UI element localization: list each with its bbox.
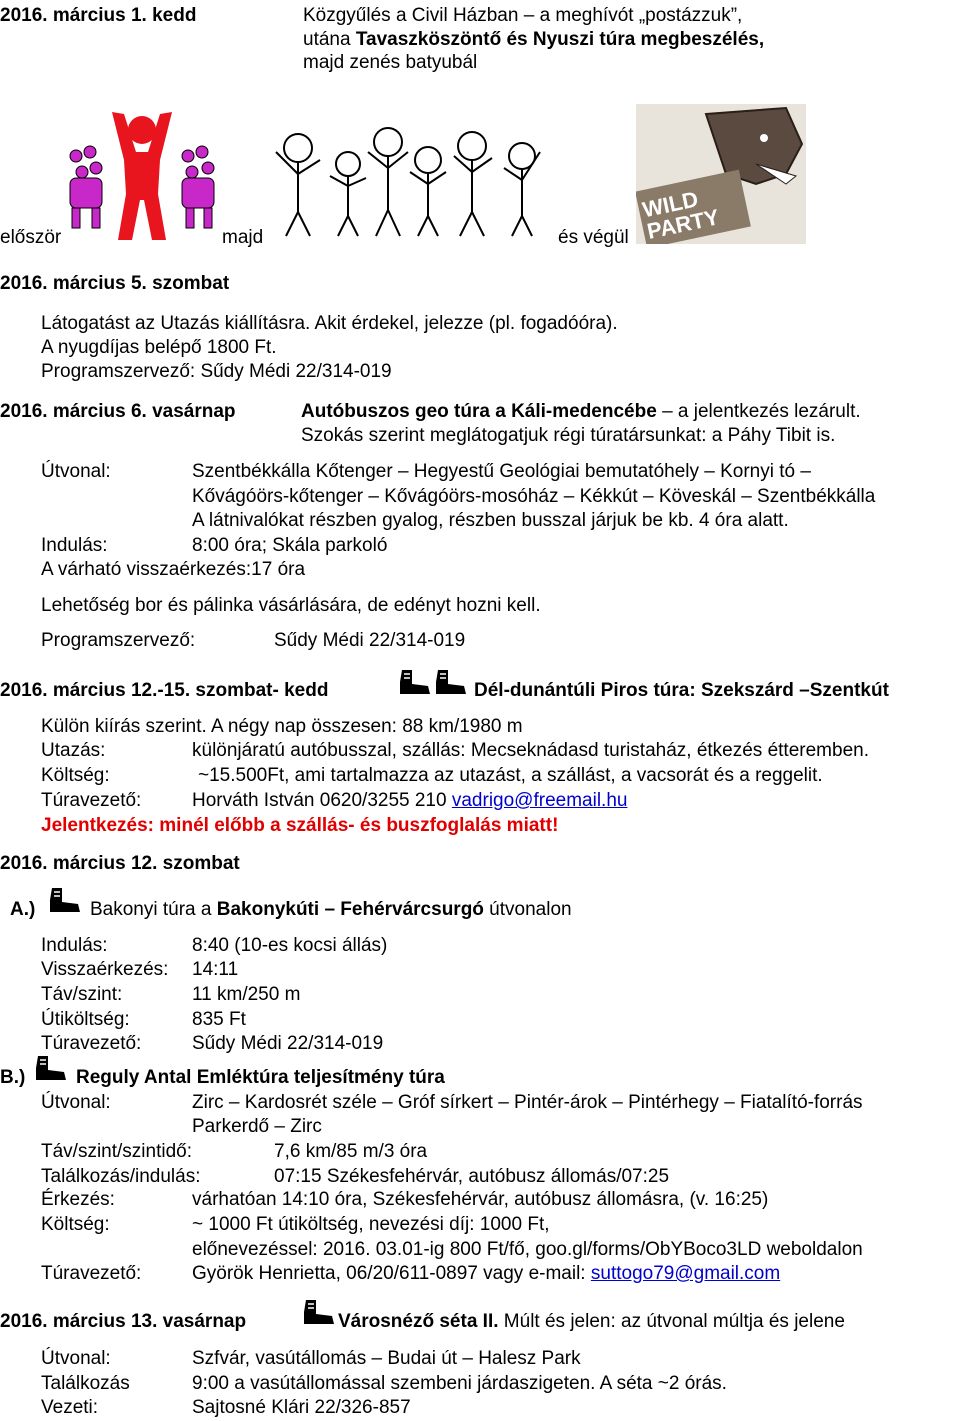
- boot-icon: [48, 888, 82, 914]
- field-value: 07:15 Székesfehérvár, autóbusz állomás/07:25: [274, 1166, 670, 1187]
- field-value: A látnivalókat részben gyalog, részben busszal járjuk be kb. 4 óra alatt.: [192, 510, 789, 531]
- option-label: B.): [0, 1067, 26, 1088]
- field-value: Szentbékkálla Kőtenger – Hegyestű Geológiai bemutatóhely – Kornyi tó –: [192, 461, 811, 482]
- boot-icon: [434, 670, 468, 696]
- text-line: Programszervező: Sűdy Médi 22/314-019: [41, 361, 392, 382]
- field-label: Költség:: [41, 765, 110, 786]
- field-label: Találkozás/indulás:: [41, 1166, 201, 1187]
- date-heading: 2016. március 1. kedd: [0, 5, 197, 26]
- text-line: Látogatást az Utazás kiállításra. Akit érdekel, jelezze (pl. fogadóóra).: [41, 313, 618, 334]
- field-value: Sűdy Médi 22/314-019: [274, 630, 466, 651]
- field-value: előnevezéssel: 2016. 03.01-ig 800 Ft/fő, goo.gl/forms/ObYBoco3LD weboldalon: [192, 1239, 863, 1260]
- field-value: Sajtosné Klári 22/326-857: [192, 1397, 411, 1418]
- field-value: várhatóan 14:10 óra, Székesfehérvár, autóbusz állomásra, (v. 16:25): [192, 1189, 769, 1210]
- field-value: 8:40 (10-es kocsi állás): [192, 935, 388, 956]
- field-value: Györök Henrietta, 06/20/611-0897 vagy e-mail: suttogo79@gmail.com: [192, 1263, 781, 1284]
- field-label: Indulás:: [41, 935, 108, 956]
- wild-party-image: [636, 104, 806, 244]
- label-then: majd: [222, 227, 264, 248]
- email-link[interactable]: suttogo79@gmail.com: [590, 1263, 781, 1284]
- email-link[interactable]: vadrigo@freemail.hu: [451, 790, 628, 811]
- text-line: Szokás szerint meglátogatjuk régi túratársunkat: a Páhy Tibit is.: [301, 425, 836, 446]
- text-line: Lehetőség bor és pálinka vásárlására, de edényt hozni kell.: [41, 595, 541, 616]
- field-value: 9:00 a vasútállomással szembeni járdaszigeten. A séta ~2 órás.: [192, 1373, 727, 1394]
- field-label: Táv/szint/szintidő:: [41, 1141, 192, 1162]
- crowd-image: [62, 104, 222, 244]
- field-value: Szfvár, vasútállomás – Budai út – Halesz Park: [192, 1348, 581, 1369]
- warning-text: Jelentkezés: minél előbb a szállás- és buszfoglalás miatt!: [41, 815, 559, 836]
- field-label: Táv/szint:: [41, 984, 123, 1005]
- event-title: Városnéző séta II. Múlt és jelen: az útvonal múltja és jelene: [338, 1311, 845, 1332]
- date-heading: 2016. március 6. vasárnap: [0, 401, 236, 422]
- field-value: 14:11: [192, 959, 239, 980]
- field-label: Túravezető:: [41, 1263, 142, 1284]
- text-line: Külön kiírás szerint. A négy nap összesen: 88 km/1980 m: [41, 716, 523, 737]
- doodle-people-image: [268, 112, 558, 238]
- field-value: 7,6 km/85 m/3 óra: [274, 1141, 428, 1162]
- boot-icon: [302, 1300, 336, 1326]
- field-label: Vezeti:: [41, 1397, 99, 1418]
- field-label: Útvonal:: [41, 461, 111, 482]
- date-heading: 2016. március 5. szombat: [0, 273, 230, 294]
- field-label: Találkozás: [41, 1373, 130, 1394]
- event-title: Dél-dunántúli Piros túra: Szekszárd –Szentkút: [474, 680, 889, 701]
- field-label: Költség:: [41, 1214, 110, 1235]
- text-line: A nyugdíjas belépő 1800 Ft.: [41, 337, 277, 358]
- field-value: 8:00 óra; Skála parkoló: [192, 535, 388, 556]
- field-label: Útvonal:: [41, 1092, 111, 1113]
- field-label: Túravezető:: [41, 1033, 142, 1054]
- event-title: Reguly Antal Emléktúra teljesítmény túra: [76, 1067, 445, 1088]
- text-line: A várható visszaérkezés:17 óra: [41, 559, 306, 580]
- text-line: Közgyűlés a Civil Házban – a meghívót „postázzuk”,: [303, 5, 743, 26]
- field-label: Érkezés:: [41, 1189, 115, 1210]
- event-title: Bakonyi túra a Bakonykúti – Fehérvárcsurgó útvonalon: [90, 899, 572, 920]
- option-label: A.): [10, 899, 36, 920]
- date-heading: 2016. március 13. vasárnap: [0, 1311, 247, 1332]
- field-value: ~ 1000 Ft útiköltség, nevezési díj: 1000 Ft,: [192, 1214, 550, 1235]
- boot-icon: [34, 1056, 68, 1082]
- field-value: Parkerdő – Zirc: [192, 1116, 322, 1137]
- field-label: Visszaérkezés:: [41, 959, 169, 980]
- field-value: különjáratú autóbusszal, szállás: Mecseknádasd turistaház, étkezés étteremben.: [192, 740, 869, 761]
- field-value: Horváth István 0620/3255 210 vadrigo@freemail.hu: [192, 790, 628, 811]
- wild-party-logo-text: WILD PARTY: [640, 186, 722, 244]
- event-title: Autóbuszos geo túra a Káli-medencébe – a jelentkezés lezárult.: [301, 401, 861, 422]
- field-value: Zirc – Kardosrét széle – Gróf sírkert – Pintér-árok – Pintérhegy – Fiatalító-forrás: [192, 1092, 863, 1113]
- field-value: 11 km/250 m: [192, 984, 301, 1005]
- field-label: Túravezető:: [41, 790, 142, 811]
- text-line: majd zenés batyubál: [303, 52, 478, 73]
- text-line: utána Tavaszköszöntő és Nyuszi túra megbeszélés,: [303, 29, 765, 50]
- field-value: Sűdy Médi 22/314-019: [192, 1033, 384, 1054]
- field-label: Indulás:: [41, 535, 108, 556]
- date-heading: 2016. március 12.-15. szombat- kedd: [0, 680, 329, 701]
- label-first: először: [0, 227, 62, 248]
- field-label: Programszervező:: [41, 630, 196, 651]
- field-value: ~15.500Ft, ami tartalmazza az utazást, a szállást, a vacsorát és a reggelit.: [198, 765, 823, 786]
- date-heading: 2016. március 12. szombat: [0, 853, 240, 874]
- field-label: Utazás:: [41, 740, 106, 761]
- boot-icon: [398, 670, 432, 696]
- field-value: 835 Ft: [192, 1009, 246, 1030]
- label-finally: és végül: [558, 227, 629, 248]
- field-label: Útiköltség:: [41, 1009, 130, 1030]
- field-label: Útvonal:: [41, 1348, 111, 1369]
- field-value: Kővágóörs-kőtenger – Kővágóörs-mosóház – Kékkút – Köveskál – Szentbékkálla: [192, 486, 876, 507]
